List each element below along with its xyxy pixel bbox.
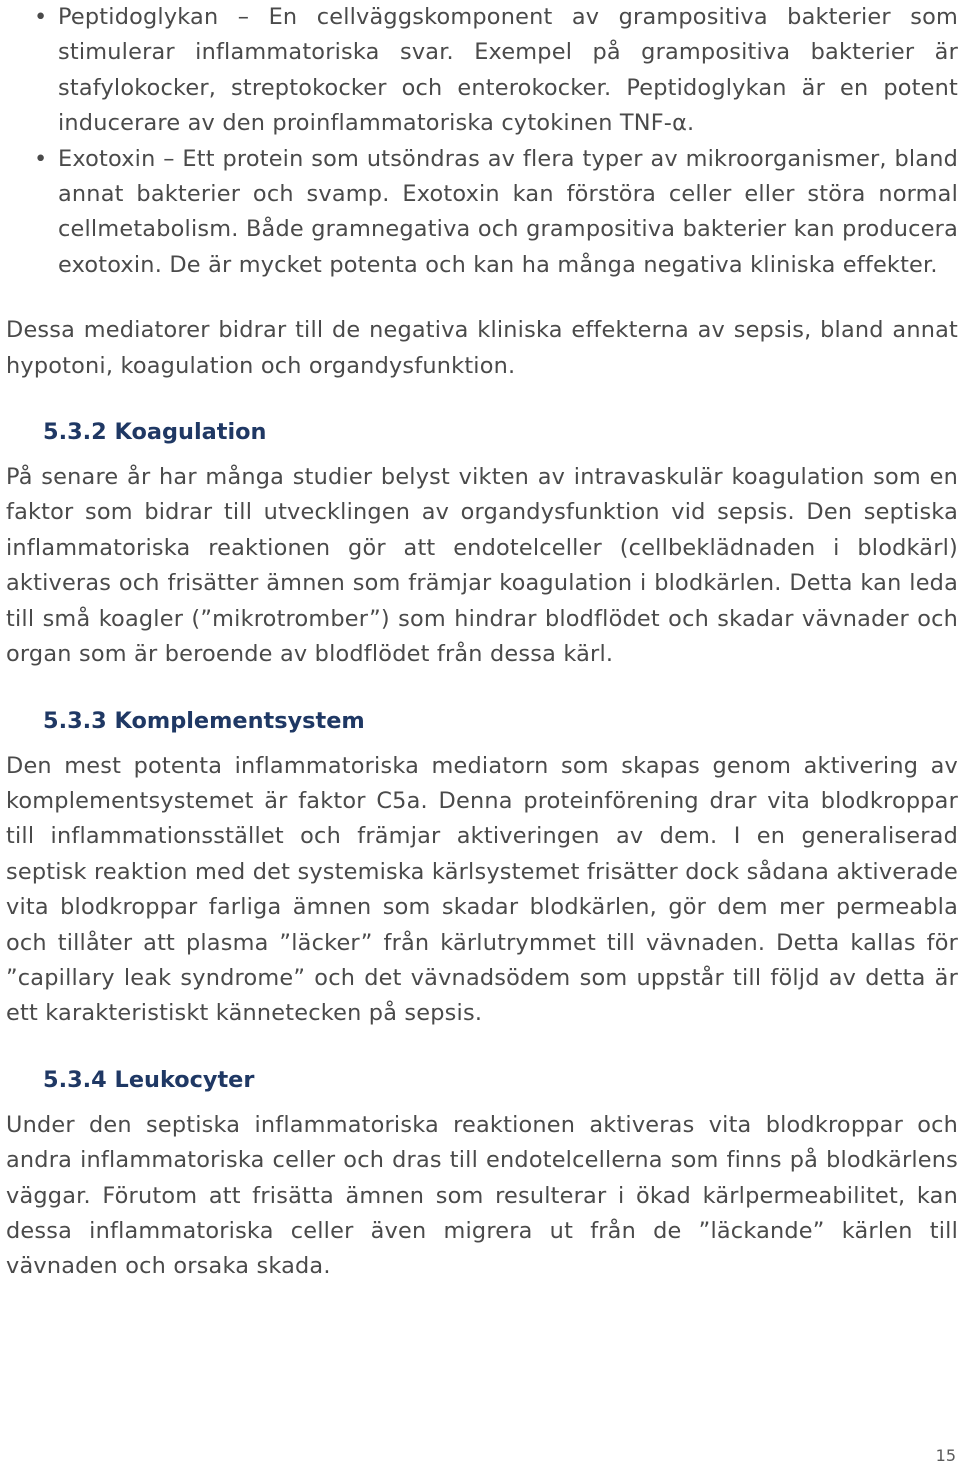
section-heading-komplementsystem: 5.3.3 Komplementsystem [43, 707, 365, 734]
intro-paragraph: Dessa mediatorer bidrar till de negativa kliniska effekterna av sepsis, bland annat hypotoni, koagulation och organdysfunktion. [6, 317, 958, 379]
bullet-text: Exotoxin – Ett protein som utsöndras av flera typer av mikroorganismer, bland annat bakterier och svamp. Exotoxin kan förstöra celler eller störa normal cellmetabolism. Både gramnegativa och grampositiva bakterier kan producera exotoxin. De är mycket potenta och kan ha många negativa kliniska effekter. [58, 145, 958, 278]
section-body-leukocyter: Under den septiska inflammatoriska reaktionen aktiveras vita blodkroppar och andra inflammatoriska celler och dras till endotelcellerna som finns på blodkärlens väggar. Förutom att frisätta ämnen som resulterar i ökad kärlpermeabilitet, kan dessa inflammatoriska celler även migrera ut från de ”läckande” kärlen till vävnaden och orsaka skada. [6, 1111, 958, 1280]
bullet-icon: • [34, 145, 48, 172]
section-body-komplementsystem: Den mest potenta inflammatoriska mediatorn som skapas genom aktivering av komplementsystemet är faktor C5a. Denna proteinförening drar vita blodkroppar till inflammationsstället och främjar aktiveringen av dem. I en generaliserad septisk reaktion med det systemiska kärlsystemet frisätter dock sådana aktiverade vita blodkroppar farliga ämnen som skadar blodkärlen, gör dem mer permeabla och tillåter att plasma ”läcker” från kärlutrymmet till vävnaden. Detta kallas för ”capillary leak syndrome” och det vävnadsödem som uppstår till följd av detta är ett karakteristiskt kännetecken på sepsis. [6, 752, 958, 1027]
bullet-text: Peptidoglykan – En cellväggskomponent av grampositiva bakterier som stimulerar inflammatoriska svar. Exempel på grampositiva bakterier är stafylokocker, streptokocker och enterokocker. Peptidoglykan är en potent inducerare av den proinflammatoriska cytokinen TNF-α. [58, 4, 958, 137]
list-item [6, 142, 958, 284]
section-heading-koagulation: 5.3.2 Koagulation [43, 419, 267, 446]
bullet-icon: • [34, 4, 48, 30]
section-body-koagulation: På senare år har många studier belyst vikten av intravaskulär koagulation som en faktor som bidrar till utvecklingen av organdysfunktion vid sepsis. Den septiska inflammatoriska reaktionen gör att endotelceller (cellbeklädnaden i blodkärl) aktiveras och frisätter ämnen som främjar koagulation i blodkärlen. Detta kan leda till små koagler (”mikrotromber”) som hindrar blodflödet och skadar vävnader och organ som är beroende av blodflödet från dessa kärl. [6, 464, 958, 668]
page-number: 15 [935, 1446, 956, 1465]
section-heading-leukocyter: 5.3.4 Leukocyter [43, 1066, 255, 1093]
list-item [6, 0, 958, 142]
document-page [6, 0, 958, 1285]
bullet-list [6, 0, 958, 283]
